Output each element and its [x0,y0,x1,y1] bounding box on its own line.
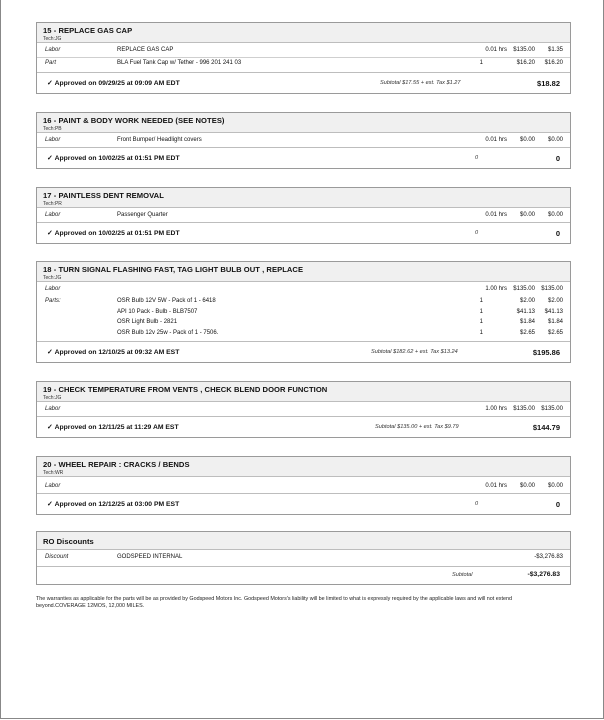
subtotal-text: Subtotal $182.62 + est. Tax $13.24 [371,348,458,355]
card-amount: $18.82 [537,79,560,88]
service-card-18 [36,261,571,363]
approval-text: Approved on 09/29/25 at 09:09 AM EDT [54,80,180,87]
row-hours: 1.00 hrs [485,406,507,412]
approval-text: Approved on 12/12/25 at 03:00 PM EST [54,501,180,508]
row-total: $0.00 [547,483,563,489]
row-label: Labor [45,212,61,218]
approval-row [37,222,570,243]
check-icon: ✓ [47,230,53,237]
approval-row [37,341,570,362]
row-total: $41.13 [544,308,563,315]
tech-label: Tech:PB [43,126,62,132]
row-desc: Front Bumper/ Headlight covers [117,137,202,143]
approval-row [37,147,570,168]
labor-row [37,284,570,296]
card-amount: 0 [555,154,560,163]
row-desc: OSR Light Bulb - 2821 [117,319,178,325]
card-title: 19 - CHECK TEMPERATURE FROM VENTS , CHECK BLEND DOOR FUNCTION [43,385,328,394]
row-label: Labor [45,47,61,53]
service-card-17 [36,187,571,244]
row-desc: GODSPEED INTERNAL [117,554,183,560]
row-price: $41.13 [516,308,535,315]
card-title: RO Discounts [43,537,94,546]
subtotal-text: Subtotal $17.55 + est. Tax $1.27 [380,80,461,86]
discount-row [37,552,570,566]
row-label: Discount [45,554,69,560]
card-amount: 0 [555,500,560,509]
approval-row [37,493,570,514]
row-price: $0.00 [519,212,535,218]
subtotal-amount: -$3,276.83 [527,571,560,578]
card-title: 17 - PAINTLESS DENT REMOVAL [43,191,164,200]
row-total: $2.65 [547,329,563,336]
card-header [37,532,570,550]
subtotal-text: Subtotal $135.00 + est. Tax $9.79 [375,424,459,430]
labor-row [37,135,570,147]
tech-label: Tech:JG [43,275,62,281]
row-price: $135.00 [513,47,535,53]
row-desc: Passenger Quarter [117,212,168,218]
approval-row [37,416,570,437]
row-qty: 1 [479,298,483,304]
card-header [37,382,570,402]
check-icon: ✓ [47,348,53,356]
approval-text: Approved on 12/10/25 at 09:32 AM EST [54,348,180,356]
approval-text: Approved on 10/02/25 at 01:51 PM EDT [54,230,180,237]
part-row [37,307,570,318]
row-hours: 0.01 hrs [485,483,507,489]
part-row [37,328,570,341]
tech-label: Tech:WR [43,470,64,476]
row-label: Labor [45,483,61,489]
row-total: $1.35 [547,47,563,53]
row-hours: 1.00 hrs [485,286,507,292]
approval-text: Approved on 10/02/25 at 01:51 PM EDT [54,155,180,162]
tech-label: Tech:PR [43,201,62,207]
part-row [37,317,570,328]
subtotal-text: 0 [475,230,479,236]
row-price: $16.20 [516,60,535,66]
row-total: $0.00 [547,212,563,218]
row-label: Parts: [45,298,61,304]
card-header [37,23,570,43]
row-desc: REPLACE GAS CAP [117,47,174,53]
card-header [37,113,570,133]
labor-row [37,404,570,416]
service-card-19 [36,381,571,438]
row-label: Labor [45,286,61,292]
row-total: $135.00 [541,406,563,412]
labor-row [37,210,570,222]
service-card-20 [36,456,571,515]
service-card-16 [36,112,571,169]
row-qty: 1 [479,329,483,336]
row-qty: 1 [479,308,483,315]
tech-label: Tech:JG [43,36,62,42]
subtotal-text: 0 [475,501,479,507]
part-row [37,58,570,70]
row-total: $1.84 [547,319,563,325]
row-price: $1.84 [519,319,535,325]
card-header [37,457,570,477]
row-desc: API 10 Pack - Bulb - BLB7507 [117,308,198,315]
row-desc: OSR Bulb 12v 25w - Pack of 1 - 7506. [117,329,219,336]
service-card-15 [36,22,571,94]
row-price: $0.00 [519,483,535,489]
card-amount: $144.79 [532,423,560,432]
row-label: Labor [45,406,61,412]
row-total: $0.00 [547,137,563,143]
row-qty: 1 [479,319,483,325]
part-row [37,296,570,307]
check-icon: ✓ [47,501,53,508]
subtotal-label: Subtotal [452,572,473,578]
card-amount: $195.86 [532,347,560,357]
card-title: 16 - PAINT & BODY WORK NEEDED (SEE NOTES) [43,116,225,125]
row-label: Part [45,60,57,66]
ro-discounts-card [36,531,571,585]
row-price: $2.65 [519,329,535,336]
row-desc: BLA Fuel Tank Cap w/ Tether - 996 201 241 03 [117,60,242,66]
tech-label: Tech:JG [43,395,62,401]
card-header [37,188,570,208]
card-title: 15 - REPLACE GAS CAP [43,26,133,35]
row-price: $135.00 [513,286,535,292]
row-total: $2.00 [547,298,563,304]
approval-row [37,72,570,93]
row-hours: 0.01 hrs [485,47,507,53]
card-header [37,262,570,282]
row-desc: OSR Bulb 12V 5W - Pack of 1 - 6418 [117,298,216,304]
row-hours: 0.01 hrs [485,137,507,143]
row-total: -$3,276.83 [534,554,563,560]
row-label: Labor [45,137,61,143]
approval-text: Approved on 12/11/25 at 11:29 AM EST [54,424,179,431]
warranty-footer: The warranties as applicable for the parts will be as provided by Godspeed Motors Inc. Godspeed Motors's liability will be limited to what is expressly required by the applicable laws and will not extend beyond.COVERAGE 12MOS, 12,000 MILES. [36,596,512,609]
row-hours: 0.01 hrs [485,212,507,218]
row-price: $2.00 [519,298,535,304]
labor-row [37,481,570,493]
card-title: 20 - WHEEL REPAIR : CRACKS / BENDS [43,460,190,469]
row-price: $135.00 [513,406,535,412]
row-price: $0.00 [519,137,535,143]
labor-row [37,45,570,57]
row-total: $16.20 [544,60,563,66]
discount-subtotal-row [37,566,570,584]
row-total: $135.00 [541,286,563,292]
card-title: 18 - TURN SIGNAL FLASHING FAST, TAG LIGHT BULB OUT , REPLACE [43,265,304,274]
check-icon: ✓ [47,80,53,87]
card-amount: 0 [555,229,560,238]
check-icon: ✓ [47,155,53,162]
check-icon: ✓ [47,424,53,431]
subtotal-text: 0 [475,155,479,161]
row-qty: 1 [479,60,483,66]
